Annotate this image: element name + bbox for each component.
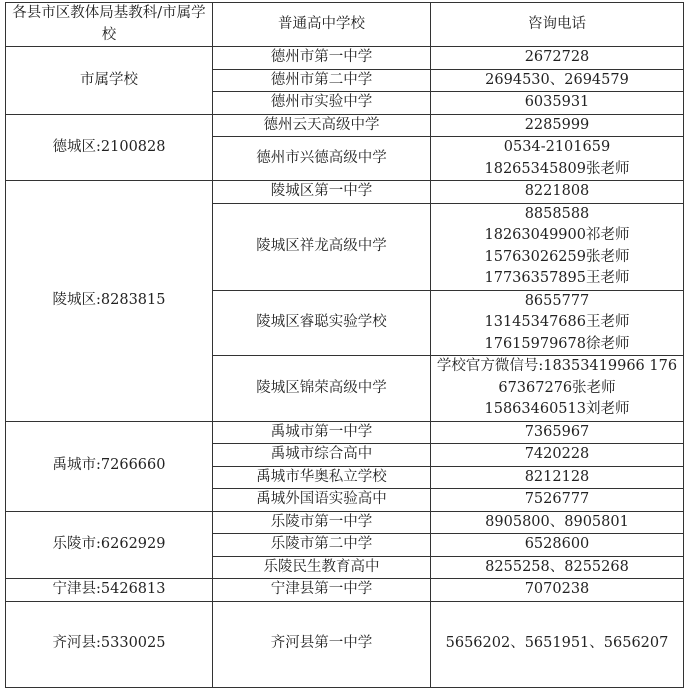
phone-cell: 6035931 xyxy=(431,92,684,115)
phone-cell: 5656202、5651951、5656207 xyxy=(431,601,684,687)
school-name: 宁津县第一中学 xyxy=(213,579,431,602)
district-cell: 齐河县:5330025 xyxy=(6,601,213,687)
school-name: 陵城区睿聪实验学校 xyxy=(213,290,431,356)
phone-cell: 2694530、2694579 xyxy=(431,69,684,92)
phone-cell: 8221808 xyxy=(431,181,684,204)
phone-cell: 8255258、8255268 xyxy=(431,556,684,579)
district-cell: 宁津县:5426813 xyxy=(6,579,213,602)
phone-cell: 7526777 xyxy=(431,489,684,512)
phone-cell: 2285999 xyxy=(431,114,684,137)
table-row xyxy=(6,181,684,204)
header-phone: 咨询电话 xyxy=(431,3,684,47)
phone-cell: 2672728 xyxy=(431,47,684,70)
phone-cell xyxy=(431,356,684,422)
phone-cell: 7365967 xyxy=(431,421,684,444)
school-name: 德州市兴德高级中学 xyxy=(213,137,431,181)
school-name: 禹城外国语实验高中 xyxy=(213,489,431,512)
district-cell: 乐陵市:6262929 xyxy=(6,511,213,579)
school-name: 乐陵民生教育高中 xyxy=(213,556,431,579)
phone-line: 15863460513刘老师 xyxy=(484,401,630,417)
school-name: 禹城市第一中学 xyxy=(213,421,431,444)
phone-cell xyxy=(431,137,684,181)
phone-line: 学校官方微信号:18353419966 17667367276张老师 xyxy=(436,358,678,396)
phone-cell: 8212128 xyxy=(431,466,684,489)
header-school: 普通高中学校 xyxy=(213,3,431,47)
school-name: 齐河县第一中学 xyxy=(213,601,431,687)
phone-line: 13145347686王老师 xyxy=(484,314,630,330)
school-name: 禹城市华奥私立学校 xyxy=(213,466,431,489)
phone-cell: 7420228 xyxy=(431,444,684,467)
phone-line: 17736357895王老师 xyxy=(484,270,630,286)
header-row xyxy=(6,3,684,47)
contact-table xyxy=(5,2,684,688)
school-name: 德州市第二中学 xyxy=(213,69,431,92)
table-row xyxy=(6,511,684,534)
phone-cell: 8905800、8905801 xyxy=(431,511,684,534)
phone-cell: 7070238 xyxy=(431,579,684,602)
school-name: 德州云天高级中学 xyxy=(213,114,431,137)
school-name: 乐陵市第二中学 xyxy=(213,534,431,557)
phone-cell xyxy=(431,290,684,356)
table-row xyxy=(6,601,684,687)
district-cell: 市属学校 xyxy=(6,47,213,115)
table-row xyxy=(6,114,684,137)
school-name: 德州市实验中学 xyxy=(213,92,431,115)
table-row xyxy=(6,579,684,602)
school-name: 陵城区锦荣高级中学 xyxy=(213,356,431,422)
school-name: 陵城区祥龙高级中学 xyxy=(213,203,431,290)
district-cell: 德城区:2100828 xyxy=(6,114,213,181)
phone-line: 18265345809张老师 xyxy=(484,160,630,177)
phone-line: 8858588 xyxy=(524,205,590,222)
school-name: 乐陵市第一中学 xyxy=(213,511,431,534)
school-name: 陵城区第一中学 xyxy=(213,181,431,204)
phone-line: 17615979678徐老师 xyxy=(484,335,630,352)
table-row xyxy=(6,421,684,444)
table-row xyxy=(6,47,684,70)
phone-line: 8655777 xyxy=(524,292,590,309)
phone-line: 18263049900祁老师 xyxy=(484,227,630,243)
district-cell: 禹城市:7266660 xyxy=(6,421,213,511)
header-district: 各县市区教体局基教科/市属学校 xyxy=(6,3,213,47)
phone-cell: 6528600 xyxy=(431,534,684,557)
school-name: 禹城市综合高中 xyxy=(213,444,431,467)
school-name: 德州市第一中学 xyxy=(213,47,431,70)
phone-cell xyxy=(431,203,684,290)
phone-line: 15763026259张老师 xyxy=(484,248,630,265)
district-cell: 陵城区:8283815 xyxy=(6,181,213,422)
phone-line: 0534-2101659 xyxy=(503,139,611,155)
